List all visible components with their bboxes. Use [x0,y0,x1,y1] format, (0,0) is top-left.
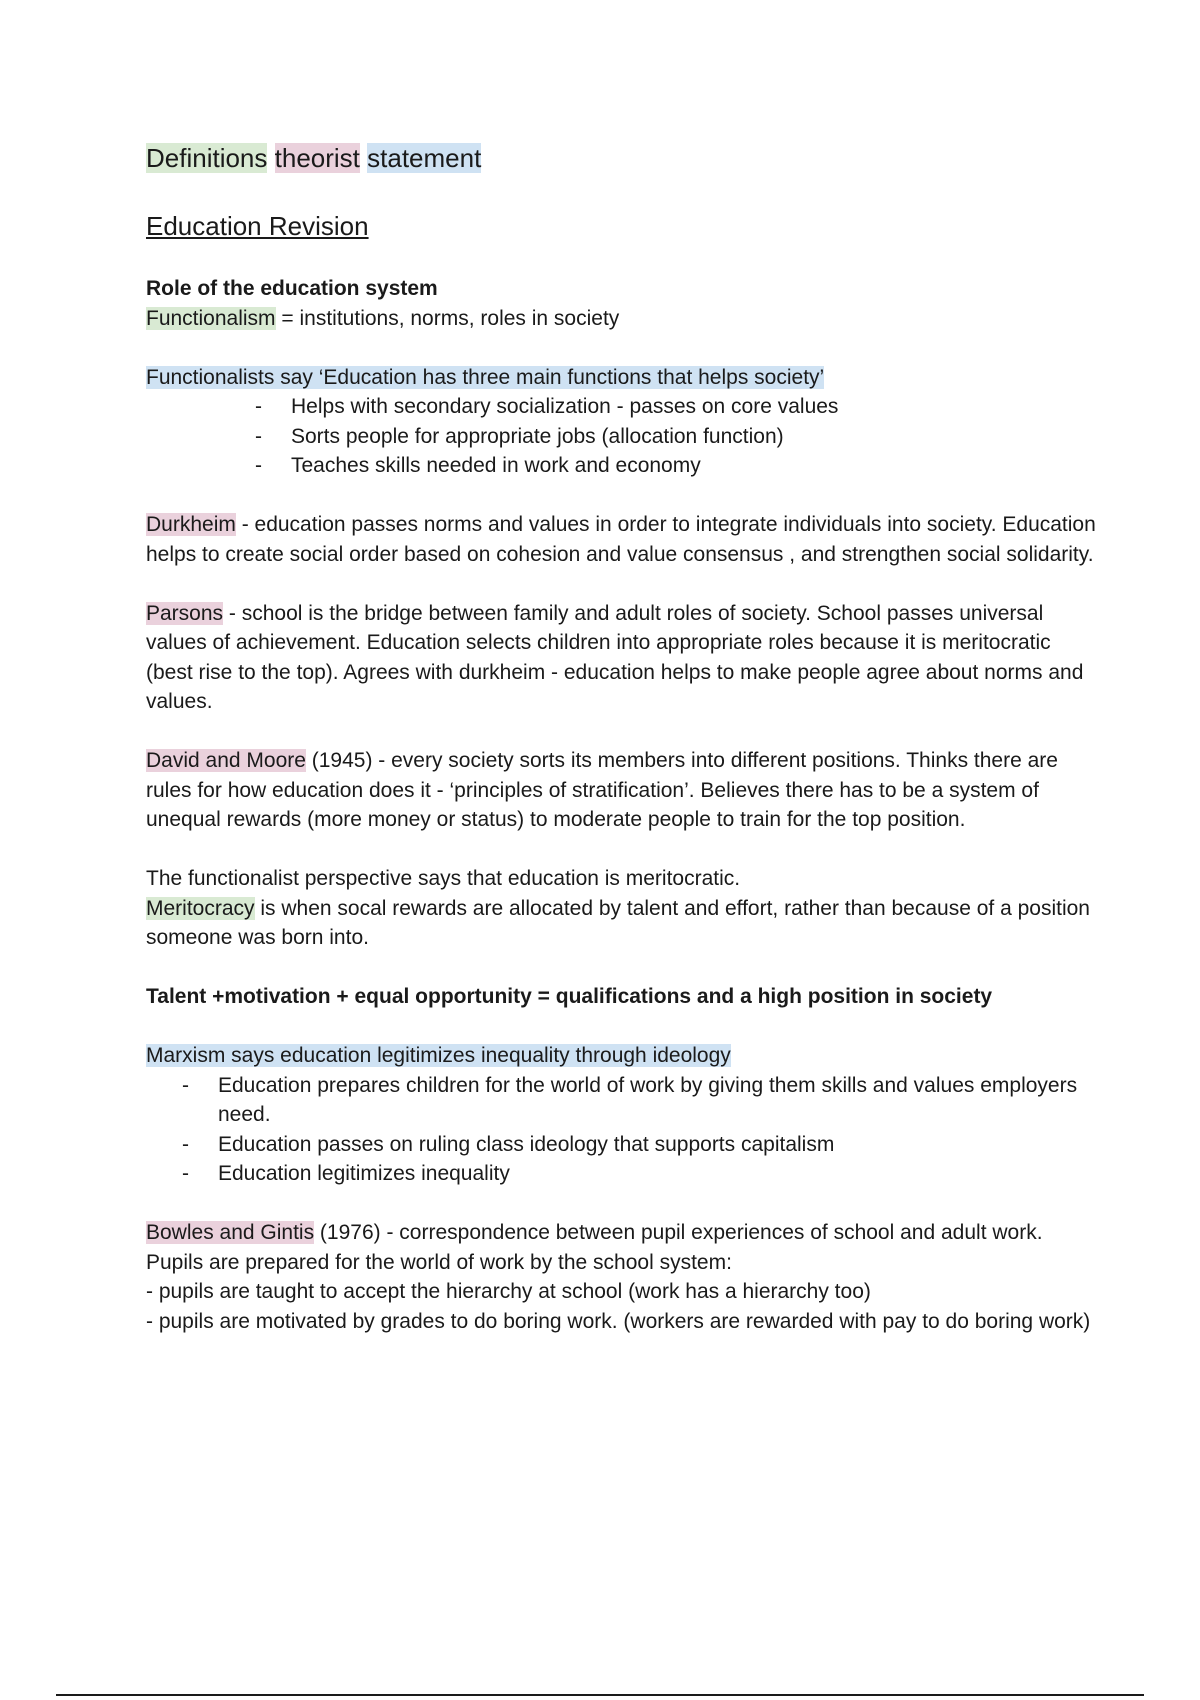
definition-term: Functionalism [146,306,276,330]
functions-list [146,392,1096,481]
list-item: - Sorts people for appropriate jobs (allocation function) [291,422,1096,452]
marxism-list [146,1071,1096,1189]
theorist-name: Bowles and Gintis [146,1221,315,1244]
theorist-name: Durkheim [146,513,236,536]
durkheim-paragraph [146,510,1096,569]
paragraph-text: (1976) - correspondence between pupil experiences of school and adult work. Pupils are prepared for the world of work by the school system: [146,1221,1043,1274]
legend-statement: statement [367,143,482,173]
page-title: Education Revision [146,211,369,241]
bowles-gintis-point: - pupils are motivated by grades to do boring work. (workers are rewarded with pay to do boring work) [146,1309,1091,1333]
definition-text: is when socal rewards are allocated by talent and effort, rather than because of a position someone was born into. [146,896,1090,949]
paragraph-text: - education passes norms and values in order to integrate individuals into society. Education helps to create social order based on cohesion and value consensus , and strengthen social solidarity. [146,513,1096,566]
list-item: - Education prepares children for the world of work by giving them skills and values employers need. [218,1071,1096,1130]
theorist-name: David and Moore [146,749,306,772]
legend-definitions: Definitions [146,143,268,173]
meritocracy-intro: The functionalist perspective says that education is meritocratic. [146,867,741,890]
marxism-statement: Marxism says education legitimizes inequality through ideology [146,1044,731,1067]
legend-theorist: theorist [274,143,360,173]
paragraph-text: (1945) - every society sorts its members into different positions. Thinks there are rules for how education does it - ‘principles of stratification’. Believes there has to be a system of unequal rewards (more money or status) to moderate people to train for the top position. [146,749,1058,831]
davis-moore-paragraph [146,746,1096,835]
page-bottom-divider [56,1694,1144,1696]
equation-line: Talent +motivation + equal opportunity = qualifications and a high position in society [146,985,993,1008]
list-item: - Education passes on ruling class ideology that supports capitalism [218,1130,1096,1160]
definition-text: = institutions, norms, roles in society [275,306,620,330]
list-item: - Education legitimizes inequality [218,1159,1096,1189]
section-heading: Role of the education system [146,277,438,300]
functionalists-statement: Functionalists say ‘Education has three main functions that helps society’ [146,365,825,389]
paragraph-text: - school is the bridge between family and adult roles of society. School passes universal values of achievement. Education selects children into appropriate roles because it is meritocratic (best rise to the top). Agrees with durkheim - education helps to make people agree about norms and values. [146,601,1084,713]
parsons-paragraph [146,599,1096,717]
document-content [146,140,1096,1336]
bowles-gintis-paragraph [146,1218,1096,1277]
functionalism-definition [146,304,1096,334]
definition-term: Meritocracy [146,896,255,920]
color-legend [146,140,1096,176]
list-item: - Teaches skills needed in work and economy [291,451,1096,481]
bowles-gintis-point: - pupils are taught to accept the hierarchy at school (work has a hierarchy too) [146,1280,871,1303]
meritocracy-definition [146,894,1096,953]
list-item: - Helps with secondary socialization - passes on core values [291,392,1096,422]
theorist-name: Parsons [146,601,224,625]
functionalists-statement-line [146,363,1096,393]
marxism-statement-line [146,1041,1096,1071]
